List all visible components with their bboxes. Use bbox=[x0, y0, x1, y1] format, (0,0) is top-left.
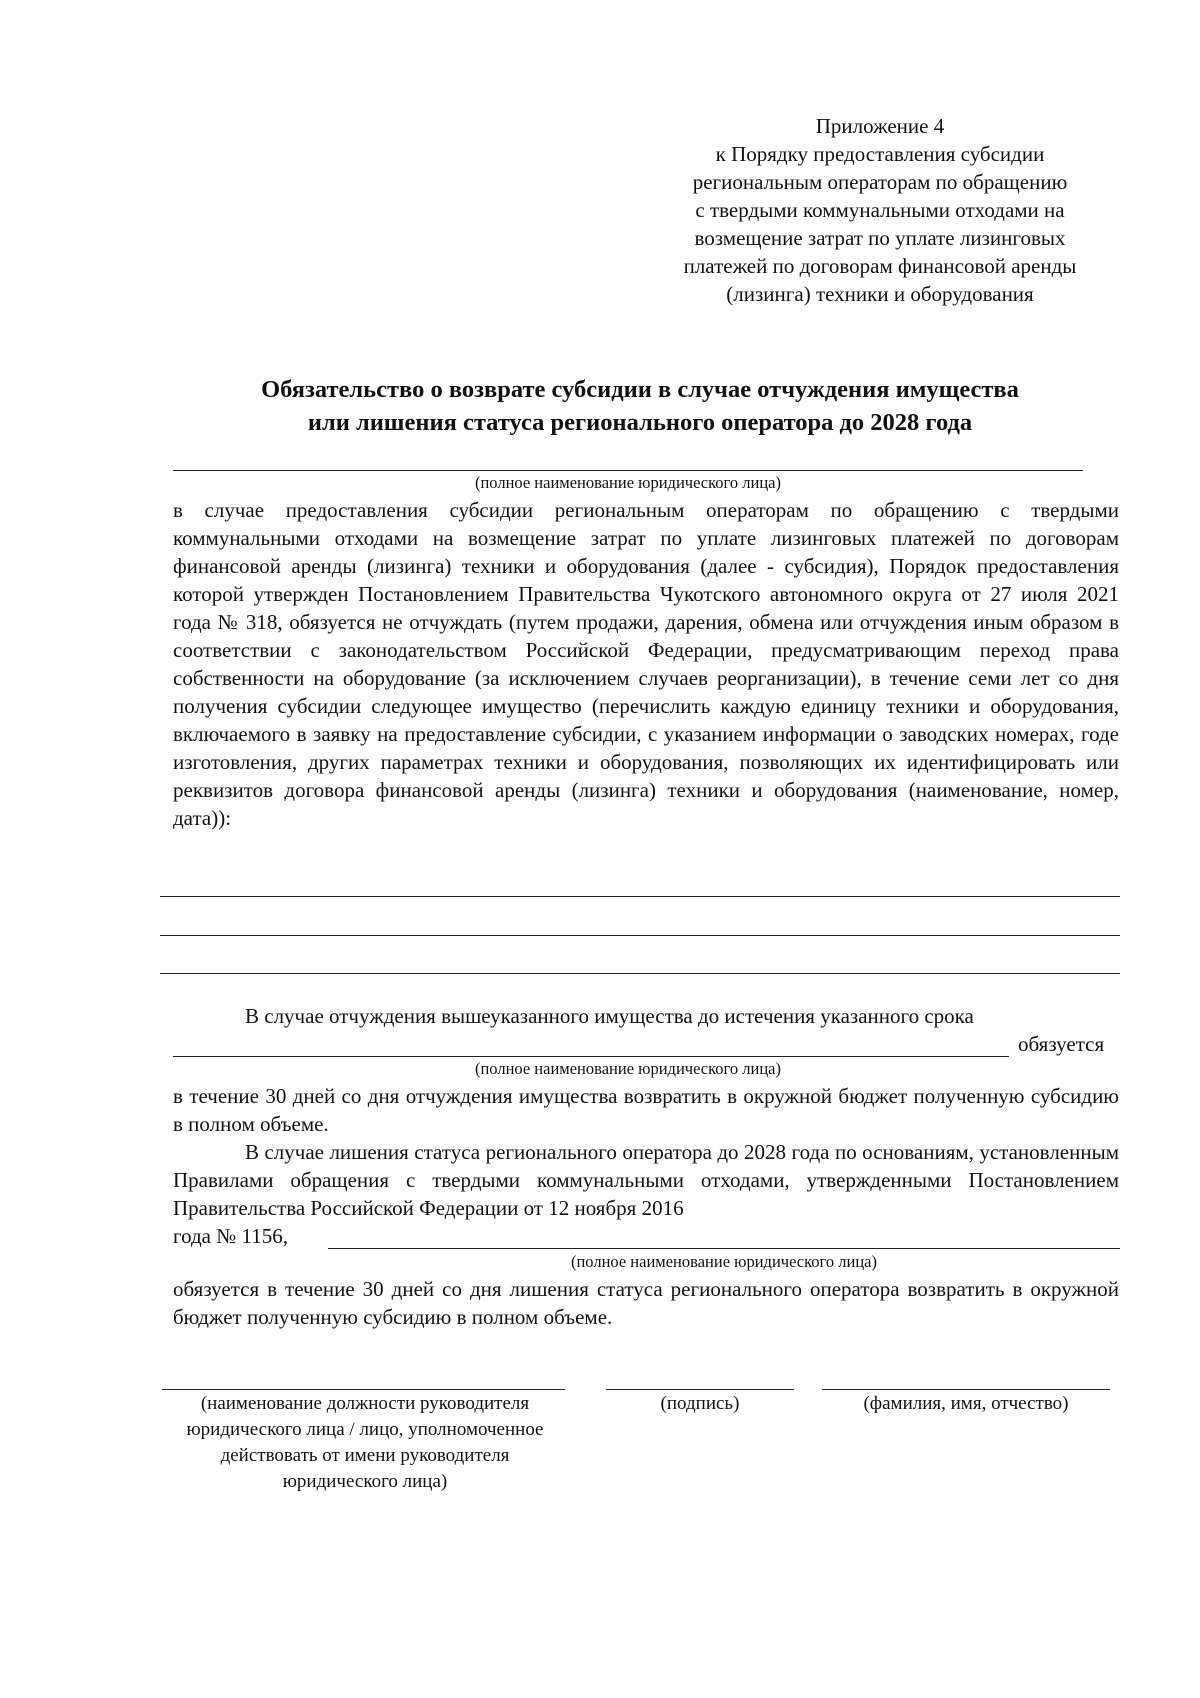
position-field[interactable] bbox=[162, 1389, 565, 1390]
property-list-line-2[interactable] bbox=[160, 935, 1120, 936]
title-line-1: Обязательство о возврате субсидии в случае отчуждения имущества bbox=[261, 376, 1019, 403]
legal-entity-caption-3: (полное наименование юридического лица) bbox=[570, 1252, 877, 1271]
property-list-line-3[interactable] bbox=[160, 973, 1120, 974]
appendix-line: Приложение 4 bbox=[815, 114, 945, 138]
legal-entity-field-2[interactable] bbox=[173, 1056, 1009, 1057]
obligation-paragraph: в случае предоставления субсидии региональным операторам по обращению с твердыми коммунальными отходами на возмещение затрат по уплате лизинговых платежей по договорам финансовой аренды (лизинга) техники и оборудования (далее - субсидия), Порядок предоставления которой утвержден Постановлением Правительства Чукотского автономного округа от 27 июля 2021 года № 318, обязуется не отчуждать (путем продажи, дарения, обмена или отчуждения иным образом в соответствии с законодательством Российской Федерации, предусматривающим переход права собственности на оборудование (за исключением случаев реорганизации), в течение семи лет со дня получения субсидии следующее имущество (перечислить каждую единицу техники и оборудования, включаемого в заявку на предоставление субсидии, с указанием информации о заводских номерах, годе изготовления, других параметрах техники и оборудования, позволяющих их идентифицировать или реквизитов договора финансовой аренды (лизинга) техники и оборудования (наименование, номер, дата)): bbox=[173, 498, 1119, 830]
status-loss-paragraph-tail: года № 1156, bbox=[173, 1224, 288, 1248]
appendix-line: платежей по договорам финансовой аренды bbox=[683, 254, 1077, 278]
signature-caption: (подпись) bbox=[660, 1393, 740, 1414]
title-line-2: или лишения статуса регионального оператора до 2028 года bbox=[307, 409, 973, 436]
appendix-line: (лизинга) техники и оборудования bbox=[726, 282, 1034, 306]
alienation-paragraph-body: в течение 30 дней со дня отчуждения имущества возвратить в окружной бюджет полученную субсидию в полном объеме. bbox=[173, 1084, 1119, 1136]
legal-entity-field-1[interactable] bbox=[173, 470, 1083, 471]
appendix-line: к Порядку предоставления субсидии bbox=[715, 142, 1045, 166]
legal-entity-caption-1: (полное наименование юридического лица) bbox=[474, 473, 781, 492]
status-loss-paragraph: В случае лишения статуса регионального оператора до 2028 года по основаниям, установленным Правилами обращения с твердыми коммунальными отходами, утвержденными Постановлением Правительства Российской Федерации от 12 ноября 2016 bbox=[173, 1140, 1119, 1220]
appendix-line: региональным операторам по обращению bbox=[692, 170, 1068, 194]
appendix-line: возмещение затрат по уплате лизинговых bbox=[694, 226, 1066, 250]
appendix-header bbox=[640, 112, 1120, 308]
position-caption: (наименование должности руководителя юридического лица / лицо, уполномоченное действовать от имени руководителя юридического лица) bbox=[186, 1393, 544, 1492]
document-title bbox=[160, 373, 1120, 439]
alienation-paragraph-intro: В случае отчуждения вышеуказанного имущества до истечения указанного срока bbox=[245, 1004, 974, 1028]
full-name-field[interactable] bbox=[822, 1389, 1110, 1390]
legal-entity-field-3[interactable] bbox=[328, 1248, 1120, 1249]
property-list-line-1[interactable] bbox=[160, 896, 1120, 897]
legal-entity-caption-2: (полное наименование юридического лица) bbox=[474, 1059, 781, 1078]
status-loss-paragraph-after: обязуется в течение 30 дней со дня лишения статуса регионального оператора возвратить в окружной бюджет полученную субсидию в полном объеме. bbox=[173, 1277, 1119, 1329]
appendix-line: с твердыми коммунальными отходами на bbox=[695, 198, 1065, 222]
signature-field[interactable] bbox=[606, 1389, 794, 1390]
obliges-text: обязуется bbox=[1018, 1032, 1105, 1056]
full-name-caption: (фамилия, имя, отчество) bbox=[863, 1393, 1069, 1414]
